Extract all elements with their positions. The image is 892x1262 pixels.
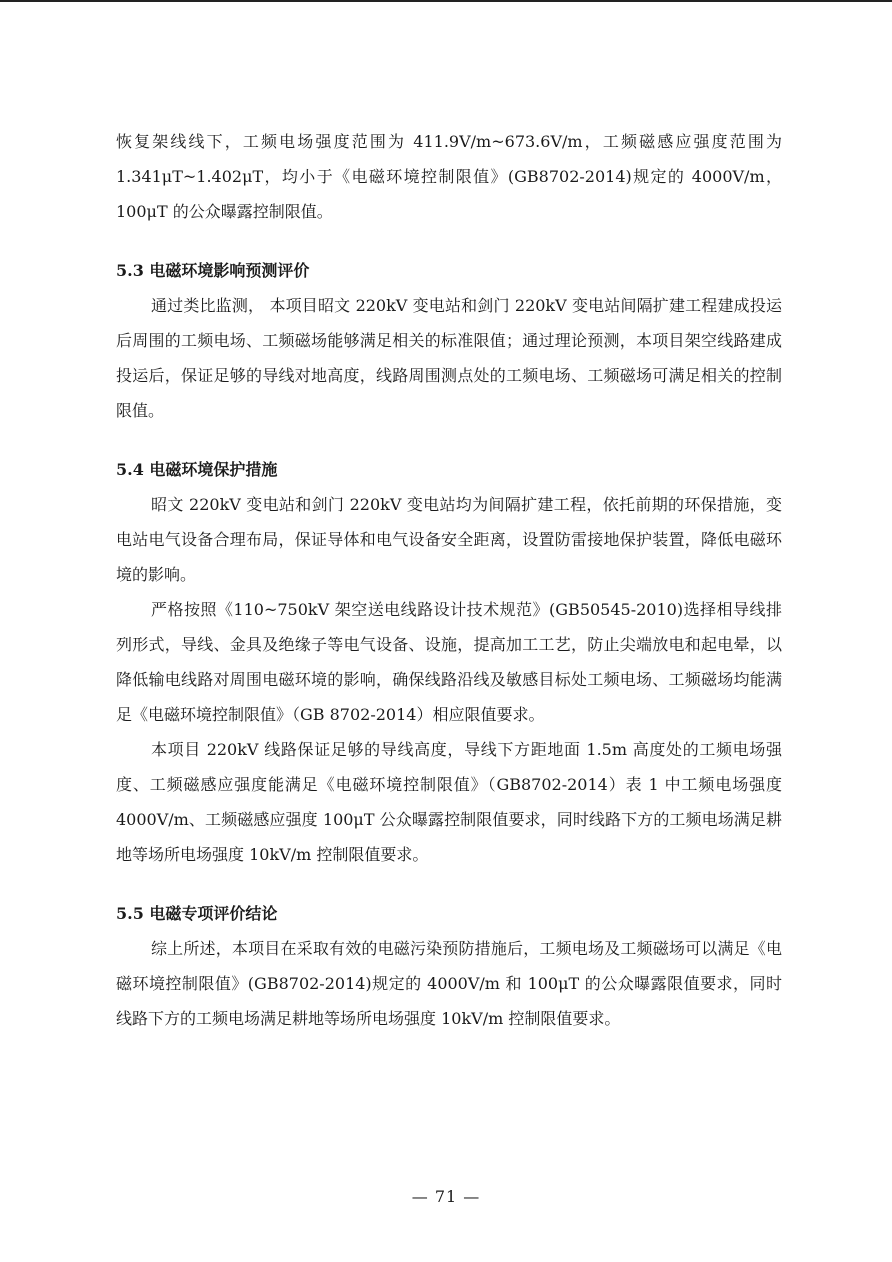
paragraph-5-4-3: 本项目 220kV 线路保证足够的导线高度，导线下方距地面 1.5m 高度处的工频电场强度、工频磁感应强度能满足《电磁环境控制限值》（GB8702-2014）表 1 中工频电场强度 4000V/m、工频磁感应强度 100μT 公众曝露控制限值要求，同时线路下方的工频电场满足耕地等场所电场强度 10kV/m 控制限值要求。 — [116, 740, 782, 864]
section-heading-5-5: 5.5 电磁专项评价结论 — [116, 904, 278, 923]
paragraph-intro-continuation: 恢复架线线下，工频电场强度范围为 411.9V/m~673.6V/m，工频磁感应强度范围为 1.341μT~1.402μT，均小于《电磁环境控制限值》(GB8702-2014)规定的 4000V/m，100μT 的公众曝露控制限值。 — [116, 132, 782, 221]
paragraph-5-3-1: 通过类比监测， 本项目昭文 220kV 变电站和剑门 220kV 变电站间隔扩建工程建成投运后周围的工频电场、工频磁场能够满足相关的标准限值；通过理论预测，本项目架空线路建成投运后，保证足够的导线对地高度，线路周围测点处的工频电场、工频磁场可满足相关的控制限值。 — [116, 296, 782, 420]
paragraph-5-5-1: 综上所述，本项目在采取有效的电磁污染预防措施后，工频电场及工频磁场可以满足《电磁环境控制限值》(GB8702-2014)规定的 4000V/m 和 100μT 的公众曝露限值要求，同时线路下方的工频电场满足耕地等场所电场强度 10kV/m 控制限值要求。 — [116, 939, 782, 1028]
page-number: — 71 — — [411, 1187, 481, 1206]
paragraph-5-4-2: 严格按照《110~750kV 架空送电线路设计技术规范》(GB50545-2010)选择相导线排列形式，导线、金具及绝缘子等电气设备、设施，提高加工工艺，防止尖端放电和起电晕，以降低输电线路对周围电磁环境的影响，确保线路沿线及敏感目标处工频电场、工频磁场均能满足《电磁环境控制限值》（GB 8702-2014）相应限值要求。 — [116, 600, 782, 724]
document-body — [116, 124, 782, 1036]
section-heading-5-3: 5.3 电磁环境影响预测评价 — [116, 261, 310, 280]
section-heading-5-4: 5.4 电磁环境保护措施 — [116, 460, 278, 479]
paragraph-5-4-1: 昭文 220kV 变电站和剑门 220kV 变电站均为间隔扩建工程，依托前期的环保措施，变电站电气设备合理布局，保证导体和电气设备安全距离，设置防雷接地保护装置，降低电磁环境的影响。 — [116, 495, 782, 584]
top-border-rule — [0, 0, 892, 2]
